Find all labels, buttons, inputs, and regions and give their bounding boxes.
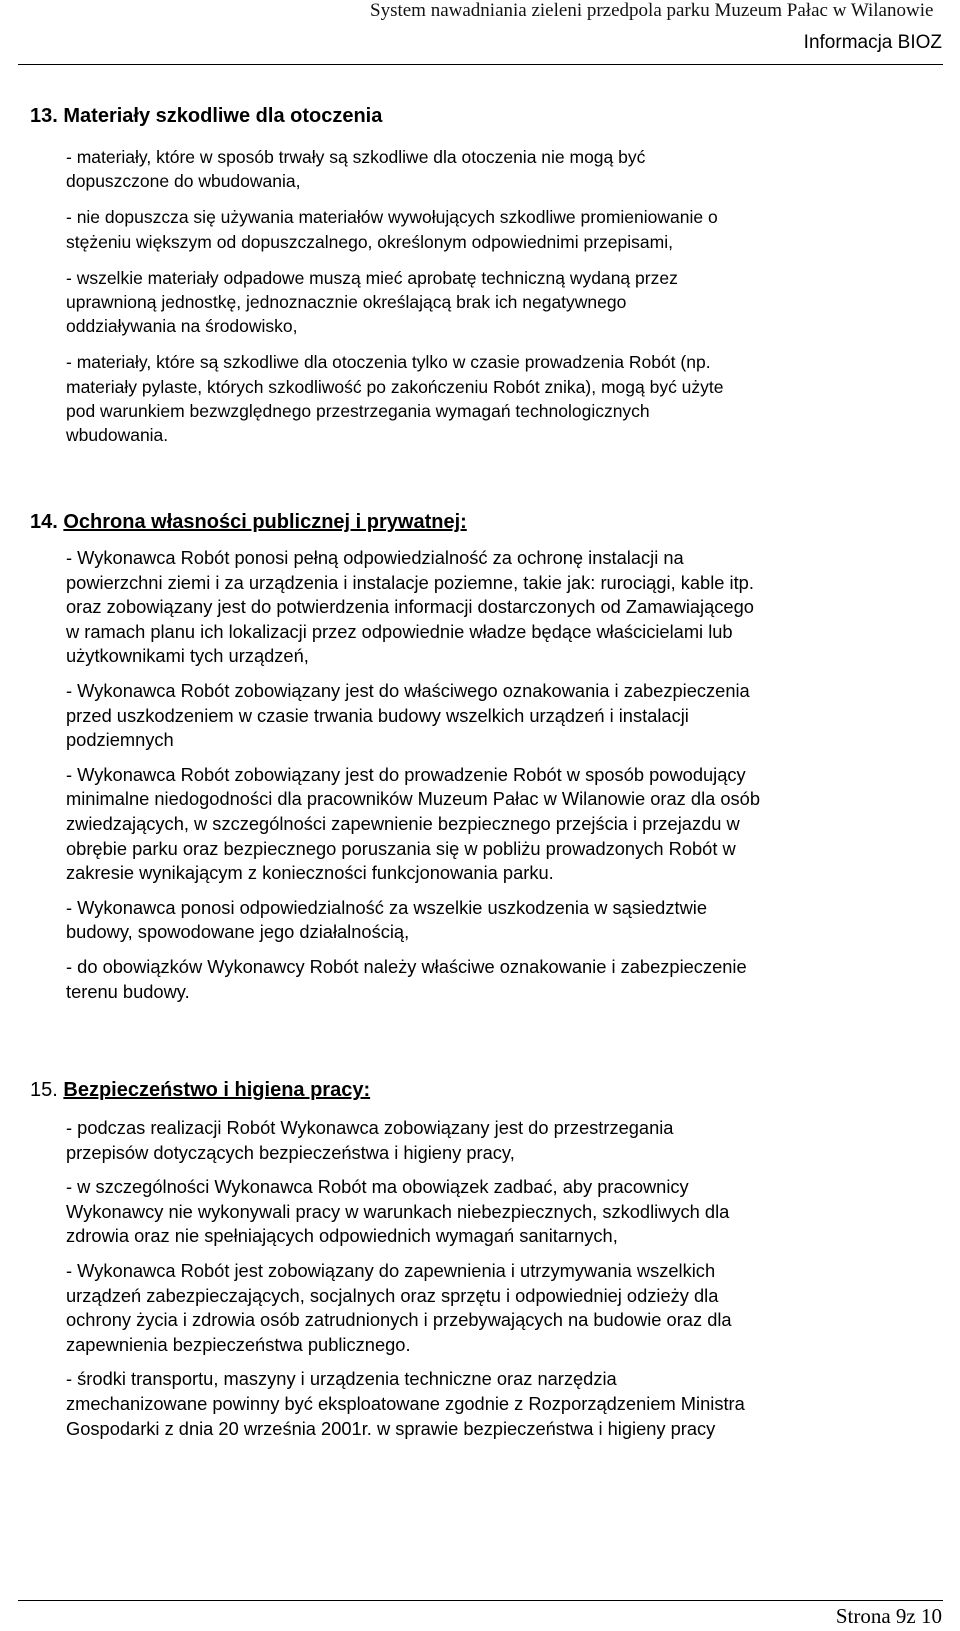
paragraph xyxy=(66,205,936,253)
header-subtitle: Informacja BIOZ xyxy=(803,32,942,53)
paragraph-line: pod warunkiem bezwzględnego przestrzegania wymagań technologicznych xyxy=(66,400,650,421)
paragraph-line: materiały pylaste, których szkodliwość po zakończeniu Robót znika), mogą być użyte xyxy=(66,376,724,397)
paragraph-line: zwiedzających, w szczególności zapewnienie bezpiecznego przejścia i przejazdu w xyxy=(66,812,740,834)
footer-divider xyxy=(18,1600,943,1601)
paragraph xyxy=(66,1175,936,1249)
paragraph xyxy=(66,145,936,193)
paragraph-line: - podczas realizacji Robót Wykonawca zobowiązany jest do przestrzegania xyxy=(66,1117,674,1138)
paragraph-line: minimalne niedogodności dla pracowników Muzeum Pałac w Wilanowie oraz dla osób xyxy=(66,788,761,810)
paragraph xyxy=(66,266,936,339)
paragraph-line: - Wykonawca Robót jest zobowiązany do zapewnienia i utrzymywania wszelkich xyxy=(66,1259,716,1281)
section-13 xyxy=(30,104,940,459)
paragraph xyxy=(66,955,936,1004)
section-body xyxy=(30,1116,940,1441)
paragraph xyxy=(66,896,936,945)
paragraph-line: zmechanizowane powinny być eksploatowane zgodnie z Rozporządzeniem Ministra xyxy=(66,1392,745,1414)
paragraph-line: dopuszczone do wbudowania, xyxy=(66,171,301,192)
section-14 xyxy=(30,510,940,1014)
paragraph-line: w ramach planu ich lokalizacji przez odpowiednie władze będące właścicielami lub xyxy=(66,620,733,642)
paragraph xyxy=(66,350,936,447)
section-15 xyxy=(30,1078,940,1451)
paragraph xyxy=(66,679,936,753)
section-title: Bezpieczeństwo i higiena pracy: xyxy=(63,1079,371,1101)
paragraph-line: - Wykonawca Robót zobowiązany jest do prowadzenie Robót w sposób powodujący xyxy=(66,763,746,785)
section-number: 15. xyxy=(30,1079,58,1101)
paragraph-line: zdrowia oraz nie spełniających odpowiednich wymagań sanitarnych, xyxy=(66,1225,618,1247)
header-title: System nawadniania zieleni przedpola parku Muzeum Pałac w Wilanowie xyxy=(370,0,934,21)
paragraph xyxy=(66,1116,936,1165)
paragraph-line: Gospodarki z dnia 20 września 2001r. w sprawie bezpieczeństwa i higieny pracy xyxy=(66,1417,716,1439)
paragraph-line: - Wykonawca Robót ponosi pełną odpowiedzialność za ochronę instalacji na xyxy=(66,547,684,568)
paragraph-line: budowy, spowodowane jego działalnością, xyxy=(66,921,410,943)
paragraph-line: obrębie parku oraz bezpiecznego poruszania się w pobliżu prowadzonych Robót w xyxy=(66,837,736,859)
paragraph-line: stężeniu większym od dopuszczalnego, określonym odpowiednimi przepisami, xyxy=(66,231,673,252)
section-title: Materiały szkodliwe dla otoczenia xyxy=(63,105,383,127)
paragraph-line: zapewnienia bezpieczeństwa publicznego. xyxy=(66,1333,411,1355)
paragraph-line: Wykonawcy nie wykonywali pracy w warunkach niebezpiecznych, szkodliwych dla xyxy=(66,1200,730,1222)
section-heading xyxy=(30,104,940,128)
paragraph-line: powierzchni ziemi i za urządzenia i instalacje poziemne, takie jak: rurociągi, kable itp. xyxy=(66,571,754,593)
section-body xyxy=(30,546,940,1004)
paragraph-line: - materiały, które w sposób trwały są szkodliwe dla otoczenia nie mogą być xyxy=(66,147,646,167)
section-title: Ochrona własności publicznej i prywatnej: xyxy=(63,511,467,533)
paragraph-line: - do obowiązków Wykonawcy Robót należy właściwe oznakowanie i zabezpieczenie xyxy=(66,955,747,977)
section-body xyxy=(30,145,940,447)
paragraph-line: wbudowania. xyxy=(66,425,169,446)
paragraph xyxy=(66,546,936,669)
paragraph-line: - materiały, które są szkodliwe dla otoczenia tylko w czasie prowadzenia Robót (np. xyxy=(66,352,711,373)
paragraph-line: podziemnych xyxy=(66,729,174,751)
section-number: 13. xyxy=(30,105,58,127)
section-heading xyxy=(30,1078,940,1102)
paragraph-line: ochrony życia i zdrowia osób zatrudnionych i przebywających na budowie oraz dla xyxy=(66,1309,732,1331)
paragraph-line: uprawnioną jednostkę, jednoznacznie określającą brak ich negatywnego xyxy=(66,292,627,313)
section-heading xyxy=(30,510,940,534)
paragraph-line: przed uszkodzeniem w czasie trwania budowy wszelkich urządzeń i instalacji xyxy=(66,704,689,726)
paragraph-line: oraz zobowiązany jest do potwierdzenia informacji dostarczonych od Zamawiającego xyxy=(66,596,754,618)
paragraph-line: użytkownikami tych urządzeń, xyxy=(66,645,309,667)
paragraph xyxy=(66,763,936,886)
paragraph-line: - wszelkie materiały odpadowe muszą mieć aprobatę techniczną wydaną przez xyxy=(66,267,678,288)
paragraph-line: - w szczególności Wykonawca Robót ma obowiązek zadbać, aby pracownicy xyxy=(66,1176,689,1198)
paragraph-line: - środki transportu, maszyny i urządzenia techniczne oraz narzędzia xyxy=(66,1368,617,1390)
paragraph-line: urządzeń zabezpieczających, socjalnych oraz sprzętu i odpowiedniej odzieży dla xyxy=(66,1284,719,1306)
page-number: Strona 9z 10 xyxy=(835,1604,942,1628)
section-number: 14. xyxy=(30,511,58,533)
paragraph-line: - Wykonawca ponosi odpowiedzialność za wszelkie uszkodzenia w sąsiedztwie xyxy=(66,896,708,918)
paragraph-line: - Wykonawca Robót zobowiązany jest do właściwego oznakowania i zabezpieczenia xyxy=(66,679,750,701)
paragraph xyxy=(66,1367,936,1441)
paragraph-line: oddziaływania na środowisko, xyxy=(66,316,298,337)
paragraph-line: terenu budowy. xyxy=(66,980,190,1002)
paragraph-line: - nie dopuszcza się używania materiałów wywołujących szkodliwe promieniowanie o xyxy=(66,207,718,228)
paragraph xyxy=(66,1259,936,1357)
header-divider xyxy=(18,64,943,65)
paragraph-line: przepisów dotyczących bezpieczeństwa i higieny pracy, xyxy=(66,1141,515,1163)
paragraph-line: zakresie wynikającym z konieczności funkcjonowania parku. xyxy=(66,862,554,884)
